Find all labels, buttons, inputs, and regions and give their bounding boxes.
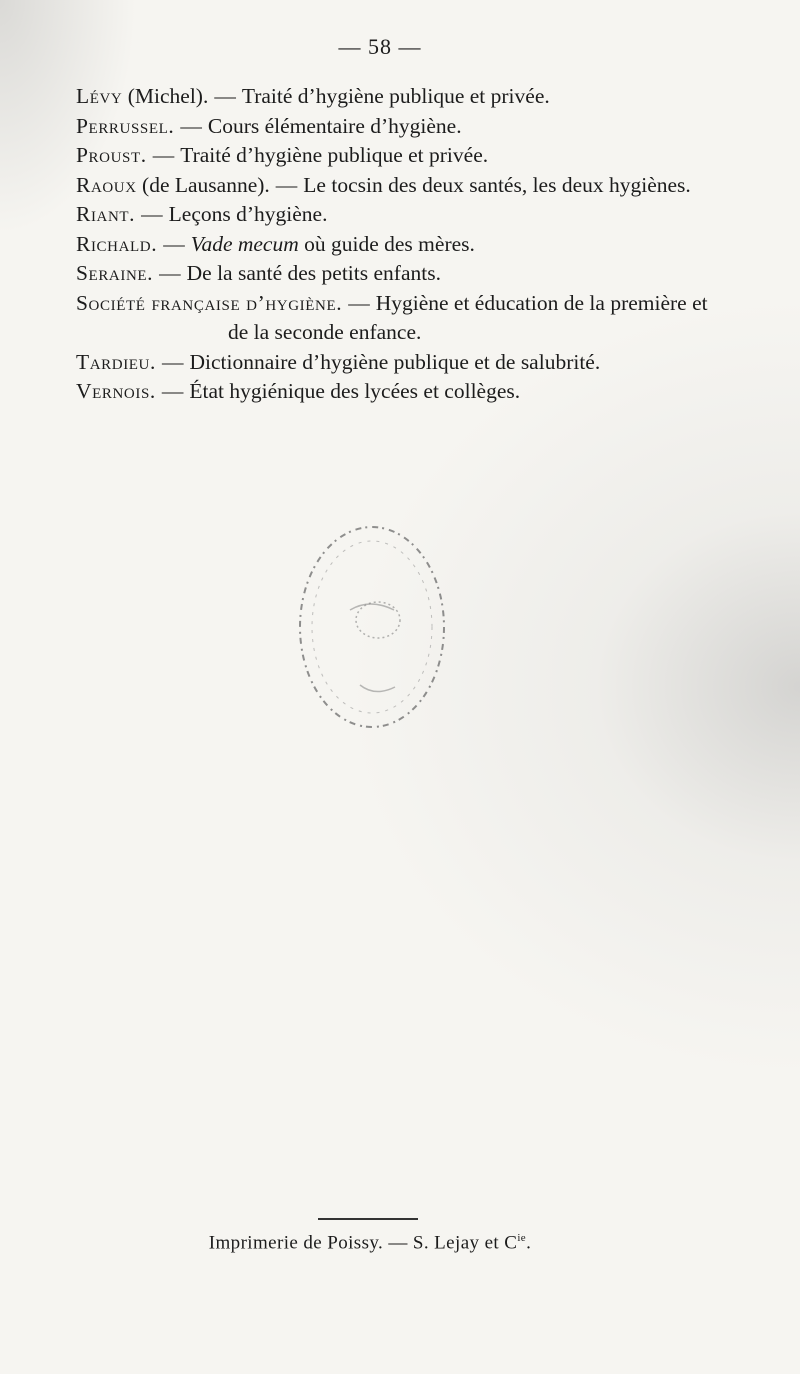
imprint-line [0, 1232, 740, 1254]
bibliography-list [76, 82, 716, 407]
entry-author: Lévy [76, 84, 123, 108]
entry-dash: — [141, 202, 163, 226]
entry-title: État hygiénique des lycées et collèges. [189, 379, 521, 403]
list-item [76, 348, 716, 378]
entry-author: Seraine. [76, 261, 154, 285]
entry-author: Proust. [76, 143, 147, 167]
entry-dash: — [180, 113, 202, 138]
entry-title-italic: Vade mecum [190, 231, 299, 256]
list-item [76, 141, 716, 171]
imprint-text: Imprimerie de Poissy. — S. Lejay et C [208, 1232, 518, 1254]
list-item [76, 82, 716, 112]
imprint-sup: ie [517, 1232, 527, 1244]
entry-title: où guide des mères. [298, 231, 475, 256]
entry-dash: — [214, 84, 236, 108]
library-seal-icon [290, 515, 455, 740]
entry-dash: — [163, 231, 185, 256]
entry-title: Cours élémentaire d’hygiène. [207, 113, 462, 138]
entry-dash: — [348, 290, 370, 315]
entry-title: Leçons d’hygiène. [168, 202, 328, 226]
list-item [76, 377, 716, 407]
entry-extra: (Michel). [122, 84, 209, 108]
list-item [76, 259, 716, 289]
entry-dash: — [159, 261, 181, 285]
entry-dash: — [161, 379, 184, 403]
entry-title: Le tocsin des deux santés, les deux hygiènes. [303, 172, 691, 197]
entry-title: De la santé des petits enfants. [186, 261, 441, 285]
entry-dash: — [161, 349, 184, 374]
entry-title: Dictionnaire d’hygiène publique et de salubrité. [189, 349, 601, 374]
entry-author: Raoux [76, 172, 137, 197]
separator-rule [318, 1218, 418, 1220]
imprint-end: . [526, 1232, 532, 1254]
entry-author: Tardieu. [76, 349, 156, 374]
entry-author: Riant. [76, 202, 136, 226]
entry-dash: — [275, 172, 298, 197]
list-item [76, 289, 716, 348]
entry-title: Hygiène et éducation de la première et de la seconde enfance. [228, 290, 708, 344]
page-number: — 58 — [338, 34, 422, 59]
entry-title: Traité d’hygiène publique et privée. [241, 84, 550, 108]
entry-author: Société française d’hygiène. [76, 290, 343, 315]
entry-author: Richald. [76, 231, 158, 256]
entry-dash: — [152, 143, 175, 167]
list-item [76, 171, 716, 201]
list-item [76, 200, 716, 230]
entry-author: Vernois. [76, 379, 156, 403]
entry-title: Traité d’hygiène publique et privée. [180, 143, 489, 167]
list-item [76, 112, 716, 142]
entry-extra: (de Lausanne). [136, 172, 270, 197]
list-item [76, 230, 716, 260]
entry-author: Perrussel. [76, 113, 175, 138]
